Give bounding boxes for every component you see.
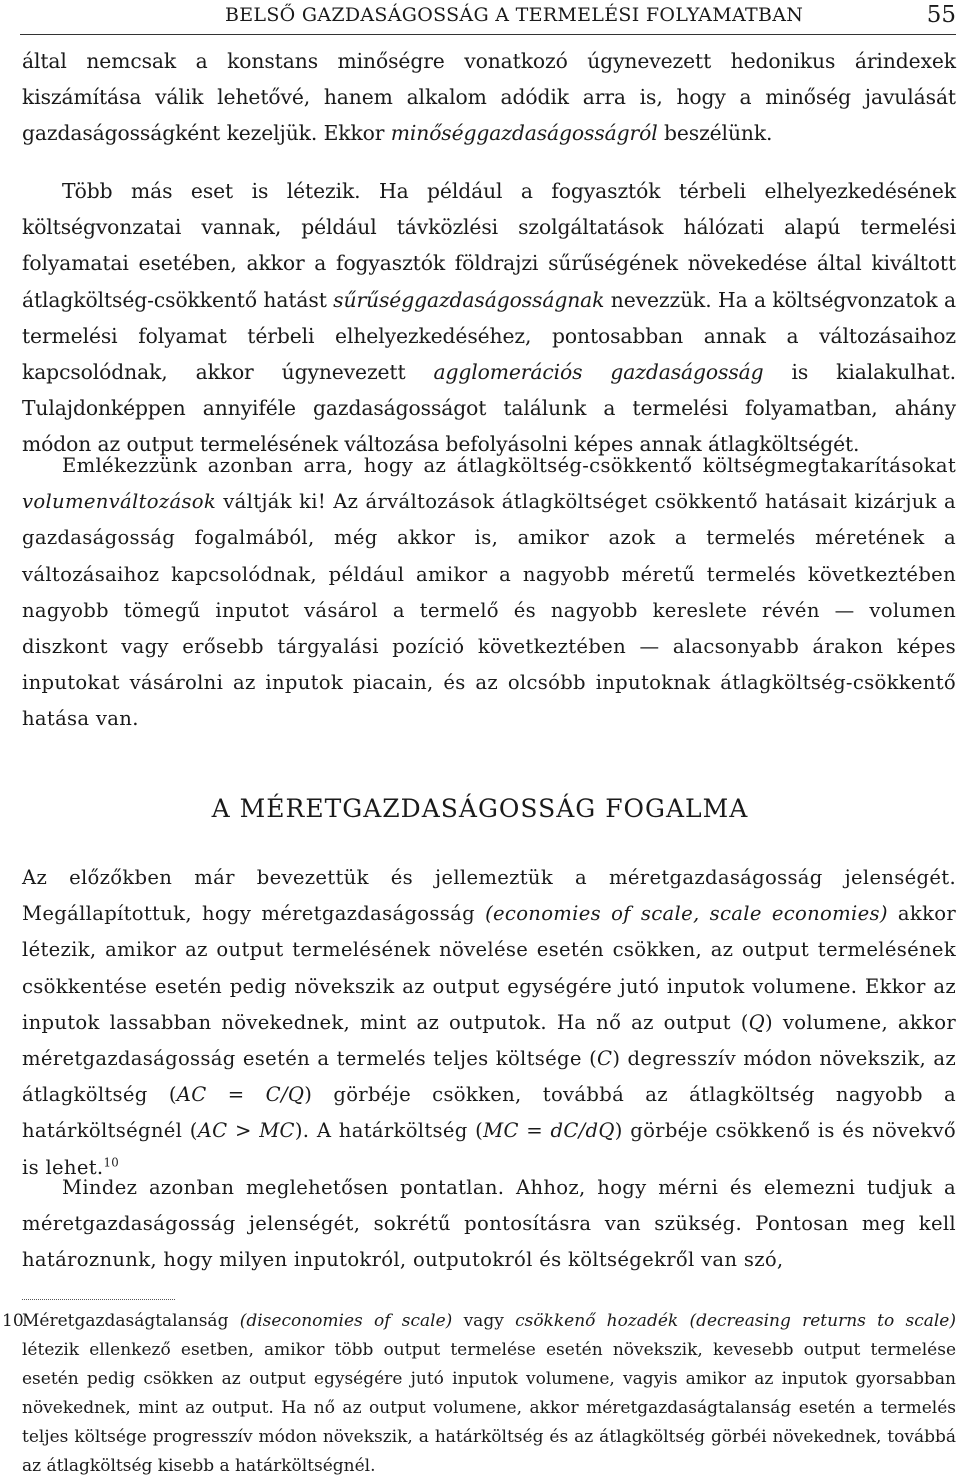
text: beszélünk. bbox=[657, 121, 773, 146]
text: létezik ellenkező esetben, amikor több output termelése esetén növekszik, kevesebb output termelése esetén pedig csökken az output egységére jutó inputok volumene, vagyis amikor az inputok gyorsabban növekednek, mint az output. Ha nő az output volumene, akkor méretgazdaságtalanság esetén a termelés teljes költsége progresszív módon növekszik, a határköltség és az átlagköltség görbéi növekednek, továbbá az átlagköltség kisebb a határköltségnél. bbox=[22, 1340, 956, 1476]
math: AC = C/Q bbox=[176, 1083, 305, 1107]
emphasis: csökkenő hozadék (decreasing returns to scale) bbox=[515, 1311, 956, 1331]
paragraph-3 bbox=[22, 448, 956, 738]
emphasis: (diseconomies of scale) bbox=[239, 1311, 453, 1331]
paragraph-2 bbox=[22, 173, 956, 463]
text: által nemcsak a konstans minőségre vonatkozó úgynevezett hedonikus árindexek kiszámítása válik lehetővé, hanem alkalom adódik arra is, hogy a minőség javulását gazdaságosságként kezeljük. Ekkor bbox=[22, 49, 956, 146]
text: ) görbéje csökkenő is és növekvő is lehet. bbox=[22, 1119, 957, 1179]
footnote-divider bbox=[22, 1299, 175, 1300]
paragraph-4 bbox=[22, 860, 956, 1186]
text: Emlékezzünk azonban arra, hogy az átlagköltség-csökkentő költségmegtakarításokat bbox=[62, 454, 956, 477]
section-title: A MÉRETGAZDASÁGOSSÁG FOGALMA bbox=[211, 794, 749, 823]
footnote-number: 10 bbox=[2, 1311, 24, 1331]
running-title: BELSŐ GAZDASÁGOSSÁG A TERMELÉSI FOLYAMATBAN bbox=[225, 4, 804, 26]
text: ) degresszív módon növekszik, az átlagköltség ( bbox=[22, 1047, 956, 1107]
text: Mindez azonban meglehetősen pontatlan. Ahhoz, hogy mérni és elemezni tudjuk a méretgazdaságosság jelenségét, sokrétű pontosításra van szükség. Pontosan meg kell határoznunk, hogy milyen inputokról, outputokról és költségekről van szó, bbox=[22, 1176, 956, 1272]
text: Az előzőkben már bevezettük és jellemeztük a méretgazdaságosság jelenségét. Megállapítottuk, hogy méretgazdaságosság bbox=[22, 866, 956, 926]
paragraph-5 bbox=[22, 1170, 956, 1279]
text: Több más eset is létezik. Ha például a fogyasztók térbeli elhelyezkedésének költségvonzatai vannak, például távközlési szolgáltatások hálózati alapú termelési folyamatai esetében, akkor a fogyasztók földrajzi sűrűségének növekedése által kiváltott átlagköltség-csökkentő hatást bbox=[22, 179, 956, 312]
text: akkor létezik, amikor az output termelésének növelése esetén csökken, az output termelésének csökkentése esetén pedig növekszik az output egységére jutó inputok volumene. Ekkor az inputok lassabban növekednek, mint az outputok. Ha nő az output ( bbox=[22, 902, 957, 1034]
page-number: 55 bbox=[926, 2, 956, 28]
emphasis: (economies of scale, scale economies) bbox=[485, 902, 888, 926]
text: ) volumene, akkor méretgazdaságosság esetén a termelés teljes költsége ( bbox=[22, 1010, 956, 1071]
math: Q bbox=[748, 1010, 766, 1034]
running-header bbox=[20, 2, 956, 35]
text: ) görbéje csökken, továbbá az átlagköltség nagyobb a határköltségnél ( bbox=[22, 1083, 956, 1143]
text: ). A határköltség ( bbox=[294, 1119, 484, 1143]
text: váltják ki! Az árváltozások átlagköltséget csökkentő hatásait kizárjuk a gazdaságosság fogalmából, még akkor is, amikor azok a termelés méretének a változásaihoz kapcsolódnak, például amikor a nagyobb méretű termelés következtében nagyobb tömegű inputot vásárol a termelő és nagyobb kereslete révén — volumen diszkont vagy erősebb tárgyalási pozíció következtében — alacsonyabb árakon képes inputokat vásárolni az inputok piacain, és az olcsóbb inputoknak átlagköltség-csökkentő hatása van. bbox=[22, 490, 956, 731]
math: MC = dC/dQ bbox=[483, 1119, 615, 1143]
text: Méretgazdaságtalanság bbox=[22, 1311, 240, 1331]
math: AC > MC bbox=[197, 1119, 295, 1143]
text: vagy bbox=[452, 1311, 516, 1331]
emphasis: volumenváltozások bbox=[22, 490, 217, 514]
emphasis: sűrűséggazdaságosságnak bbox=[333, 287, 605, 312]
text: is kialakulhat. Tulajdonképpen annyiféle gazdaságosságot találunk a termelési folyamatban, ahány módon az output termelésének változása befolyásolni képes annak átlagköltségét. bbox=[22, 360, 956, 457]
emphasis: agglomerációs gazdaságosság bbox=[433, 360, 764, 385]
math: C bbox=[597, 1047, 613, 1071]
footnote-ref[interactable]: 10 bbox=[103, 1155, 119, 1170]
text: nevezzük. Ha a költségvonzatok a termelési folyamat térbeli elhelyezkedéséhez, pontosabban annak a változásaihoz kapcsolódnak, akkor úgynevezett bbox=[22, 287, 957, 385]
paragraph-1 bbox=[22, 43, 956, 152]
footnote bbox=[2, 1307, 956, 1481]
emphasis: minőséggazdaságosságról bbox=[390, 121, 658, 146]
